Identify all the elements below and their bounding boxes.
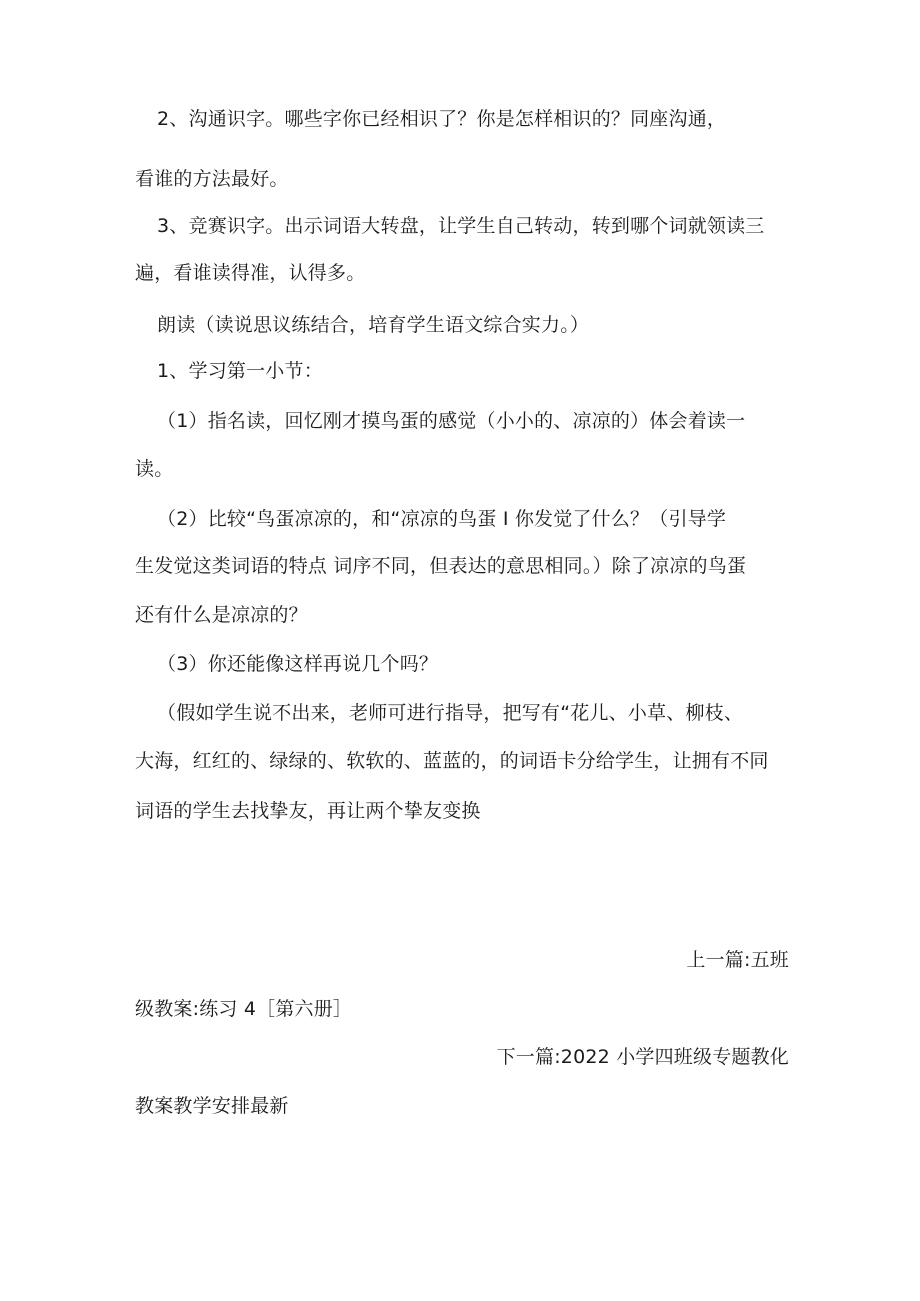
paragraph-line: 3、竞赛识字。出示词语大转盘，让学生自己转动，转到哪个词就领读三 [157, 215, 765, 237]
next-article-link-cont[interactable]: 教案教学安排最新 [135, 1095, 289, 1117]
paragraph-line: （假如学生说不出来，老师可进行指导，把写有“花儿、小草、柳枝、 [157, 702, 744, 724]
paragraph-line: 词语的学生去找挚友，再让两个挚友变换 [135, 800, 481, 822]
prev-article-link[interactable]: 上一篇:五班 [686, 949, 789, 971]
paragraph-line: 还有什么是凉凉的？ [135, 604, 308, 626]
prev-article-link-cont[interactable]: 级教案:练习 4［第六册］ [135, 998, 353, 1020]
paragraph-line: 读。 [135, 458, 174, 480]
paragraph-line: 大海，红红的、绿绿的、软软的、蓝蓝的，的词语卡分给学生，让拥有不同 [135, 750, 769, 772]
paragraph-line: 看谁的方法最好。 [135, 168, 289, 190]
paragraph-line: （2）比较“鸟蛋凉凉的，和“凉凉的鸟蛋 I 你发觉了什么？（引导学 [157, 508, 727, 530]
paragraph-line: 1、学习第一小节： [157, 360, 323, 382]
next-article-link[interactable]: 下一篇:2022 小学四班级专题教化 [496, 1046, 789, 1068]
paragraph-line: （3）你还能像这样再说几个吗？ [157, 653, 439, 675]
paragraph-line: 生发觉这类词语的特点 词序不同，但表达的意思相同。）除了凉凉的鸟蛋 [135, 555, 747, 577]
section-heading: 朗读（读说思议练结合，培育学生语文综合实力。） [157, 314, 590, 336]
paragraph-line: （1）指名读，回忆刚才摸鸟蛋的感觉（小小的、凉凉的）体会着读一 [157, 410, 746, 432]
paragraph-line: 2、沟通识字。哪些字你已经相识了？你是怎样相识的？同座沟通， [157, 108, 727, 130]
paragraph-line: 遍，看谁读得准，认得多。 [135, 262, 366, 284]
